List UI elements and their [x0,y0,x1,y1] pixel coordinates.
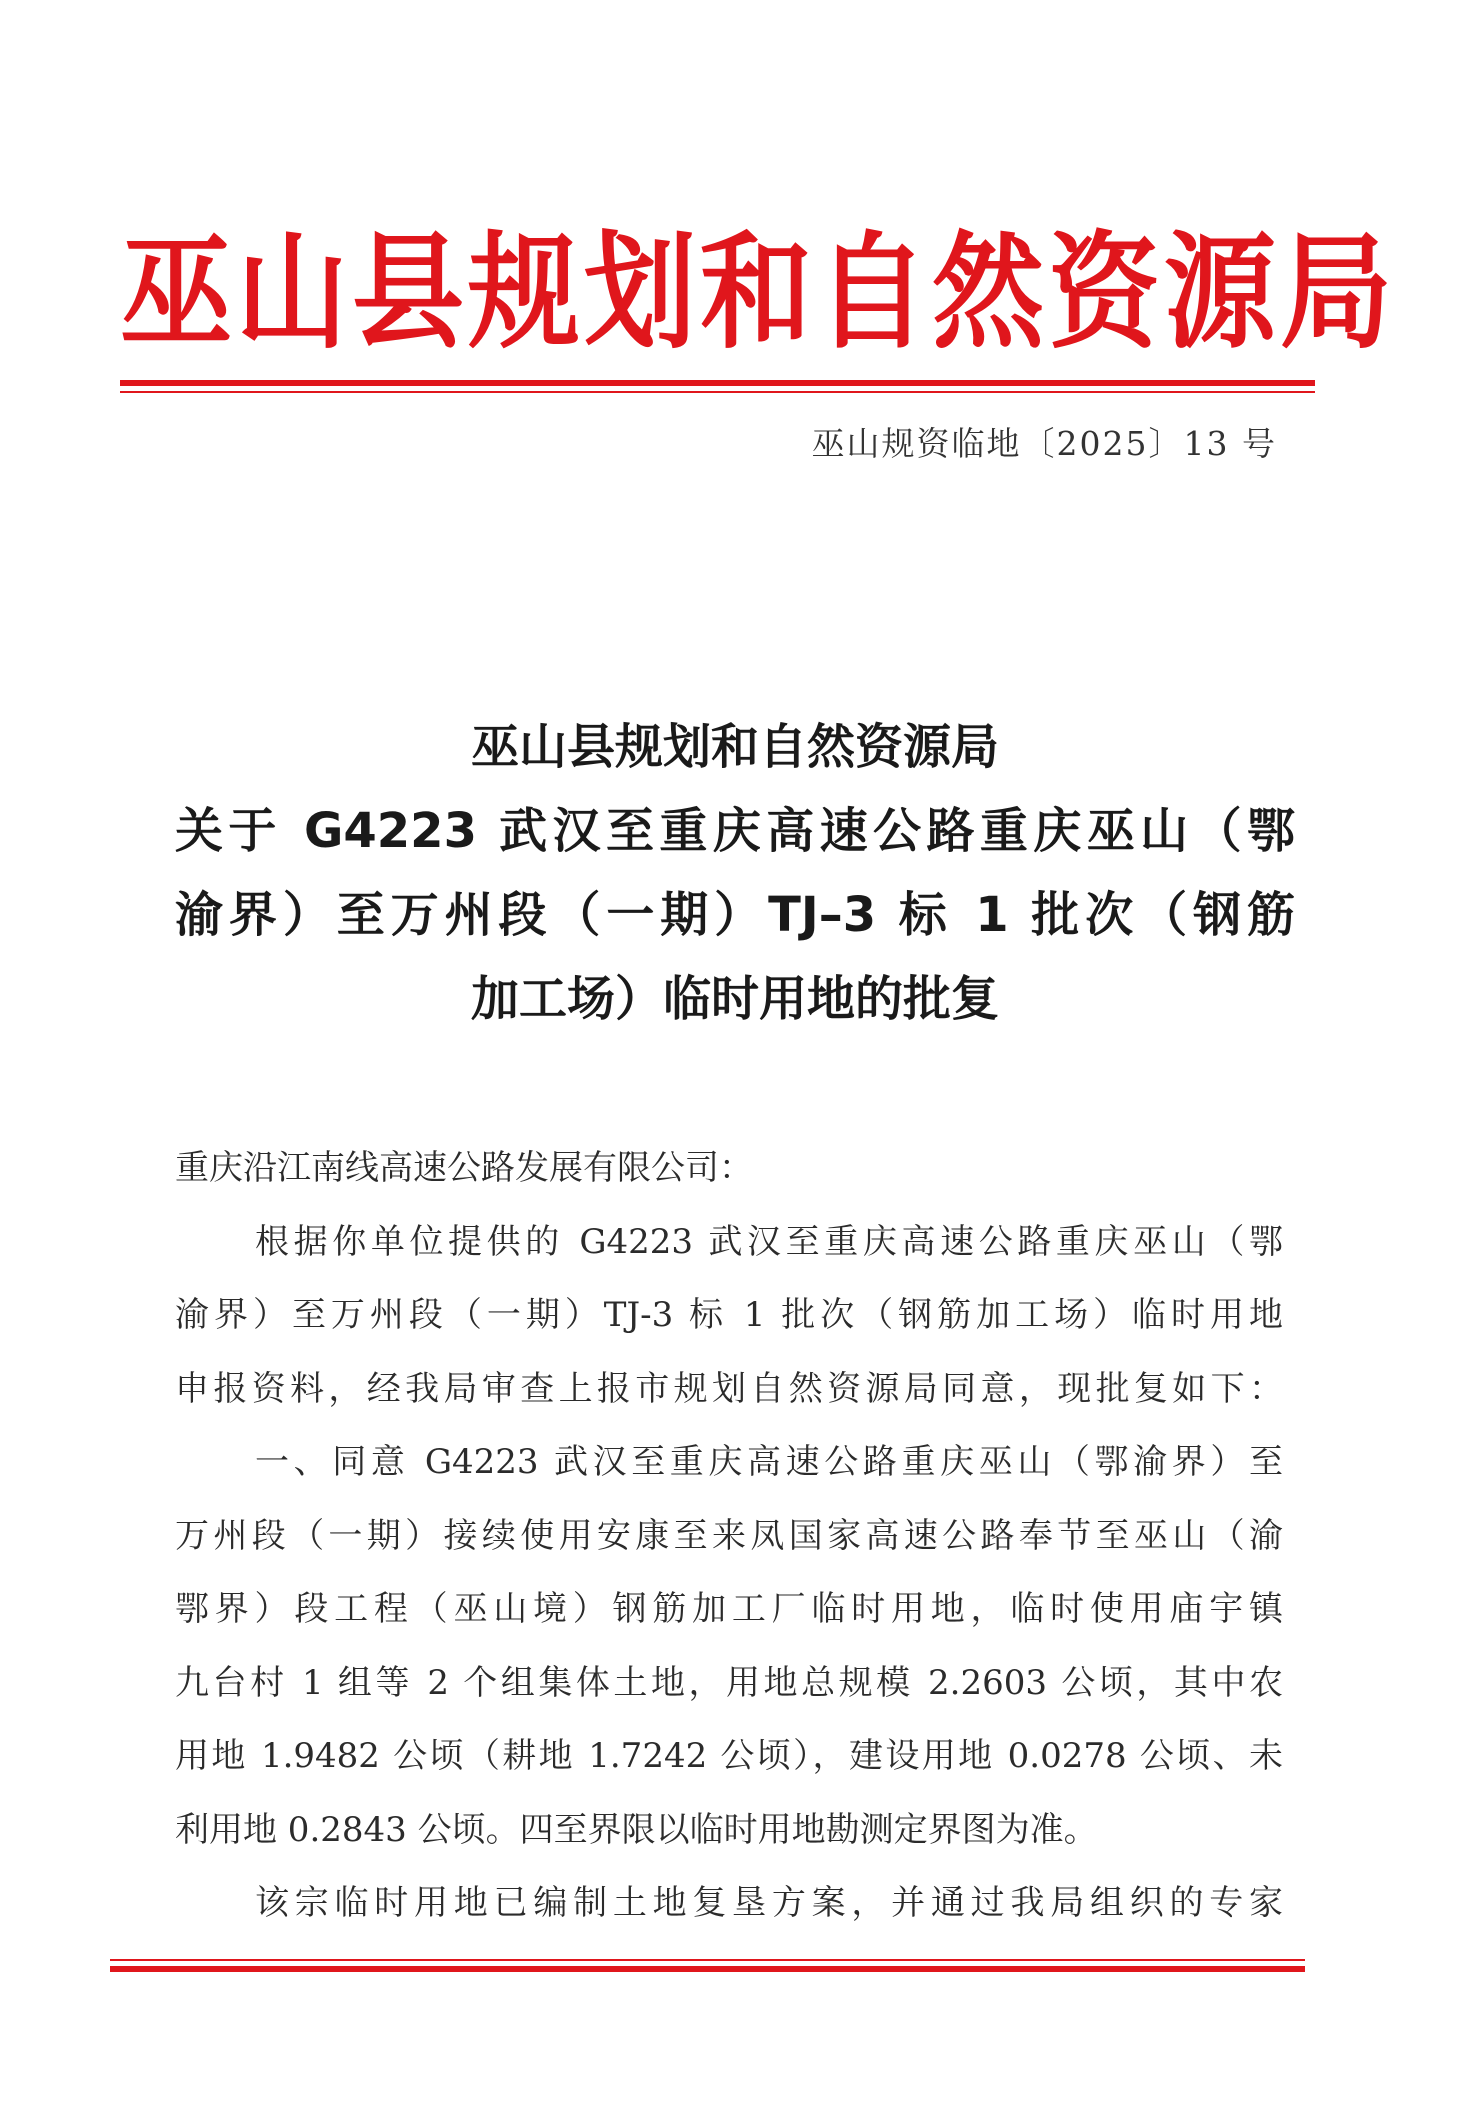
header-red-rule-thin [120,391,1315,393]
body-line: 申报资料，经我局审查上报市规划自然资源局同意，现批复如下： [175,1368,1283,1409]
document-number: 巫山规资临地〔2025〕13 号 [811,424,1277,463]
header-red-rule-thick [120,380,1315,386]
document-title [175,705,1295,1041]
footer-red-rule-thick [110,1966,1305,1972]
body-line: 万州段（一期）接续使用安康至来凤国家高速公路奉节至巫山（渝 [175,1515,1283,1556]
title-line: 关于 G4223 武汉至重庆高速公路重庆巫山（鄂 [175,803,1295,859]
body-line: 利用地 0.2843 公顷。四至界限以临时用地勘测定界图为准。 [175,1809,1098,1850]
title-line: 渝界）至万州段（一期）TJ–3 标 1 批次（钢筋 [175,887,1295,943]
addressee-line: 重庆沿江南线高速公路发展有限公司： [175,1148,753,1188]
title-line: 加工场）临时用地的批复 [470,971,999,1027]
body-line: 该宗临时用地已编制土地复垦方案，并通过我局组织的专家 [255,1883,1283,1923]
body-line: 用地 1.9482 公顷（耕地 1.7242 公顷），建设用地 0.0278 公顷、未 [175,1736,1283,1776]
title-line: 巫山县规划和自然资源局 [470,719,999,775]
body-line: 九台村 1 组等 2 个组集体土地，用地总规模 2.2603 公顷，其中农 [175,1662,1283,1703]
body-line: 渝界）至万州段（一期）TJ-3 标 1 批次（钢筋加工场）临时用地 [175,1295,1283,1335]
body-line: 一、同意 G4223 武汉至重庆高速公路重庆巫山（鄂渝界）至 [255,1442,1283,1482]
agency-header-title: 巫山县规划和自然资源局 [120,220,1396,367]
body-line: 鄂界）段工程（巫山境）钢筋加工厂临时用地，临时使用庙宇镇 [175,1589,1283,1629]
footer-red-rule-thin [110,1959,1305,1961]
document-body [175,1132,1283,1941]
body-line: 根据你单位提供的 G4223 武汉至重庆高速公路重庆巫山（鄂 [255,1221,1283,1262]
